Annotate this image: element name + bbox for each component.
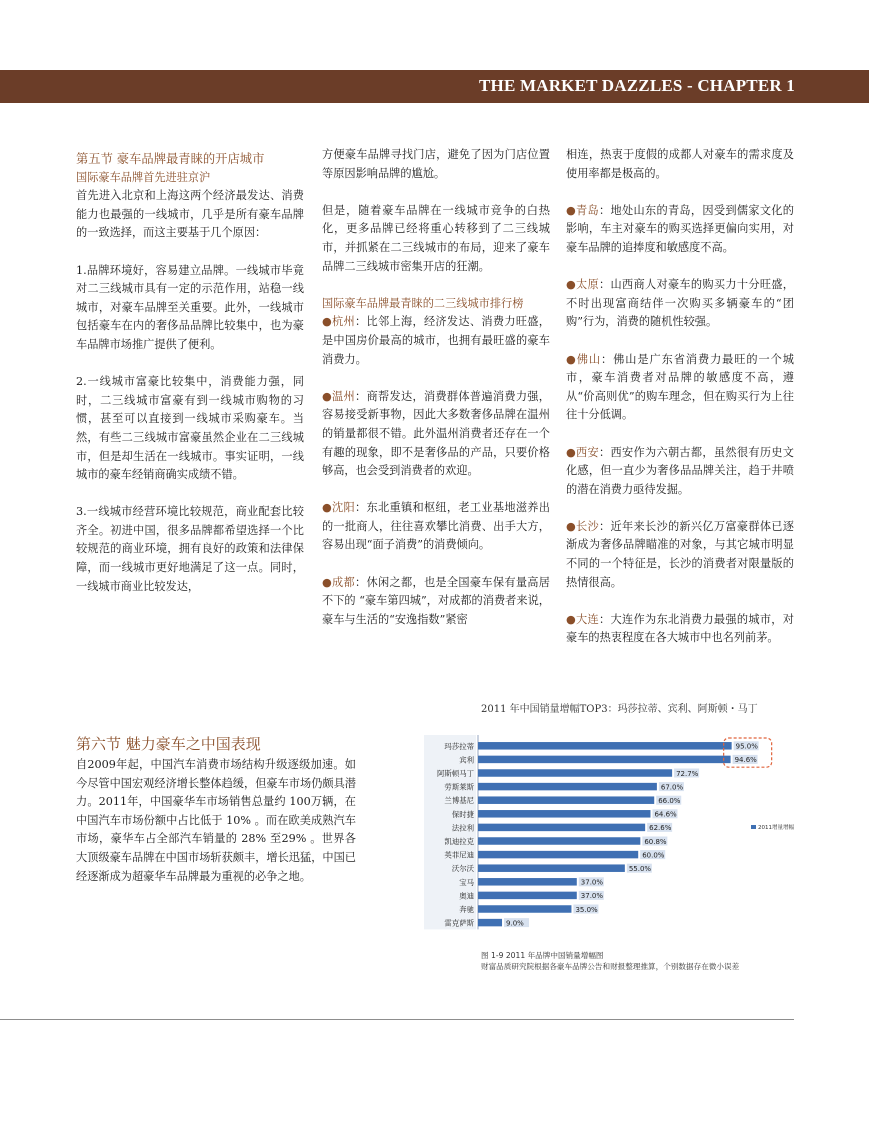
bar	[478, 769, 672, 777]
bar	[478, 905, 571, 913]
bar	[478, 810, 650, 818]
city-hangzhou	[322, 313, 550, 369]
column-2	[322, 146, 550, 629]
value-label: 55.0%	[628, 865, 652, 873]
figure-caption	[481, 950, 739, 972]
value-label: 35.0%	[575, 905, 598, 914]
figure-caption-source: 财富品质研究院根据各豪车品牌公告和财报整理推算，个别数据存在微小误差	[481, 962, 740, 971]
legend-label: 2011增量增幅	[758, 825, 794, 831]
category-label: 保时捷	[451, 809, 474, 819]
value-label: 37.0%	[580, 892, 604, 901]
category-label: 奔驰	[459, 905, 474, 914]
bar	[478, 742, 732, 750]
category-label: 沃尔沃	[451, 864, 474, 874]
bottom-divider	[0, 1019, 794, 1020]
category-label: 劳斯莱斯	[444, 782, 474, 792]
value-label: 9.0%	[506, 919, 524, 928]
section6-paragraph: 自2009年起，中国汽车消费市场结构升级逐级加速。如今尽管中国宏观经济增长整体趋缓，但豪车市场仍颇具潜力。2011年，中国豪华车市场销售总量约 100万辆，在中国汽车市场份额中占比低于 10% 。而在欧美成熟汽车市场，豪华车占全部汽车销量的 28% 至29% 。世界各大顶级豪车品牌在中国市场斩获颇丰，增长迅猛，中国已经逐渐成为超豪华车品牌最为重视的必争之地。	[76, 758, 356, 883]
bar	[478, 824, 645, 832]
ranking-subheading: 国际豪车品牌最青睐的二三线城市排行榜	[322, 296, 524, 310]
city-foshan	[566, 351, 794, 425]
reason-3-paragraph: 3.一线城市经营环境比较规范，商业配套比较齐全。初进中国，很多品牌都希望选择一个比较规范的商业环境，拥有良好的政策和法律保障，而一线城市更好地满足了这一点。同时，一线城市商业比较发达，	[76, 505, 304, 593]
value-label: 66.0%	[658, 797, 681, 805]
city-dalian	[566, 611, 794, 648]
category-label: 奥迪	[459, 891, 474, 901]
value-label: 62.6%	[649, 824, 672, 833]
city-name: ●青岛	[566, 203, 600, 217]
category-label: 兰博基尼	[444, 796, 474, 806]
section5-heading: 第五节 豪车品牌最青睐的开店城市	[76, 152, 265, 166]
bar	[478, 919, 502, 927]
category-label: 雷克萨斯	[444, 918, 474, 928]
chart-title: 2011 年中国销量增幅TOP3：玛莎拉蒂、宾利、阿斯顿・马丁	[481, 704, 758, 715]
city-shenyang	[322, 499, 550, 555]
value-label: 95.0%	[735, 742, 758, 751]
category-label: 宝马	[459, 877, 474, 887]
city-text: ：近年来长沙的新兴亿万富豪群体已逐渐成为奢侈品牌瞄准的对象，与其它城市明显不同的一个特征是，长沙的消费者对限量版的热情很高。	[566, 519, 794, 589]
city-name: ●太原	[566, 278, 600, 292]
value-label: 64.6%	[654, 810, 677, 819]
trend-paragraph: 但是，随着豪车品牌在一线城市竞争的白热化，更多品牌已经将重心转移到了二三线城市，并抓紧在二三线城市的布局，迎来了豪车品牌二三线城市密集开店的狂潮。	[322, 203, 550, 273]
value-label: 60.8%	[644, 837, 667, 846]
value-label: 72.7%	[676, 769, 699, 778]
city-name: ●杭州	[322, 315, 356, 329]
bar	[478, 892, 577, 900]
bar	[478, 837, 640, 845]
chengdu-continuation: 相连，热衷于度假的成都人对豪车的需求度及使用率都是极高的。	[566, 148, 794, 180]
city-text: ：商帮发达，消费群体普遍消费力强，容易接受新事物，因此大多数奢侈品牌在温州的销量都很不错。此外温州消费者还存在一个有趣的现象，即不是奢侈品的产品，只要价格够高，也会受到消费者的欢迎。	[322, 389, 550, 478]
city-wenzhou	[322, 388, 550, 481]
category-label: 法拉利	[451, 823, 474, 833]
value-label: 37.0%	[580, 878, 604, 887]
column-3	[566, 146, 794, 648]
reason-1-paragraph: 1.品牌环境好，容易建立品牌。一线城市毕竟对二三线城市具有一定的示范作用，站稳一线城市，对豪车品牌至关重要。此外，一线城市包括豪车在内的奢侈品品牌比较集中，也为豪车品牌市场推广提供了便利。	[76, 263, 304, 351]
city-text: ：休闲之都，也是全国豪车保有量高居不下的 “豪车第四城”，对成都的消费者来说，豪车与生活的“安逸指数”紧密	[322, 575, 550, 626]
city-text: ：大连作为东北消费力最强的城市，对豪车的热衷程度在各大城市中也名列前茅。	[566, 612, 794, 645]
city-xian	[566, 444, 794, 500]
city-name: ●长沙	[566, 519, 600, 533]
value-label: 67.0%	[660, 783, 684, 792]
chapter-banner	[0, 70, 869, 103]
city-text: ：西安作为六朝古都，虽然很有历史文化感，但一直少为奢侈品品牌关注，趋于井喷的潜在消费力亟待发掘。	[566, 445, 794, 496]
bar	[478, 851, 638, 859]
city-text: ：山西商人对豪车的购买力十分旺盛，不时出现富商结伴一次购买多辆豪车的“团购”行为，消费的随机性较强。	[566, 278, 794, 329]
category-label: 凯迪拉克	[444, 837, 474, 846]
category-label: 玛莎拉蒂	[444, 741, 474, 751]
sales-growth-bar-chart	[420, 733, 800, 939]
category-label: 宾利	[459, 755, 474, 765]
city-changsha	[566, 518, 794, 592]
chapter-title: THE MARKET DAZZLES - CHAPTER 1	[479, 76, 795, 95]
bar	[478, 864, 625, 872]
value-label: 94.6%	[734, 756, 757, 765]
city-taiyuan	[566, 276, 794, 332]
city-name: ●佛山	[566, 352, 601, 366]
figure-caption-title: 图 1-9 2011 年品牌中国销量增幅图	[481, 951, 604, 960]
city-name: ●大连	[566, 612, 600, 626]
bar	[478, 756, 731, 764]
legend-swatch	[751, 825, 756, 829]
city-chengdu	[322, 574, 550, 630]
bar	[478, 878, 577, 886]
category-label: 阿斯顿马丁	[437, 769, 474, 778]
city-text: ：地处山东的青岛，因受到儒家文化的影响，车主对豪车的购买选择更偏向实用，对豪车品牌的追捧度和敏感度不高。	[566, 203, 794, 254]
reason-2-paragraph: 2.一线城市富豪比较集中，消费能力强，同时，二三线城市富豪有到一线城市购物的习惯，甚至可以直接到一线城市采购豪车。当然，有些二三线城市富豪虽然企业在二三线城市，但是却生活在一线城市。事实证明，一线城市的豪车经销商确实成绩不错。	[76, 375, 304, 482]
city-name: ●温州	[322, 389, 356, 403]
bar	[478, 783, 657, 791]
city-name: ●沈阳	[322, 501, 356, 515]
category-label: 英菲尼迪	[444, 850, 474, 860]
bar	[478, 796, 654, 804]
city-text: ：东北重镇和枢纽，老工业基地滋养出的一批商人，往往喜欢攀比消费、出手大方，容易出现“面子消费”的消费倾向。	[322, 501, 550, 552]
section6	[76, 733, 356, 886]
column-1	[76, 150, 304, 596]
city-text: ：佛山是广东省消费力最旺的一个城市，豪车消费者对品牌的敏感度不高，遵从“价高则优”的购车理念，但在购买行为上往往十分低调。	[566, 352, 794, 422]
city-name: ●成都	[322, 575, 356, 589]
section6-heading: 第六节 魅力豪车之中国表现	[76, 735, 261, 753]
intro-paragraph: 首先进入北京和上海这两个经济最发达、消费能力也最强的一线城市，几乎是所有豪车品牌的一致选择，而这主要基于几个原因：	[76, 189, 304, 240]
value-label: 60.0%	[642, 851, 665, 860]
city-text: ：比邻上海，经济发达、消费力旺盛，是中国房价最高的城市，也拥有最旺盛的豪车消费力。	[322, 315, 550, 366]
continuation-paragraph: 方便豪车品牌寻找门店，避免了因为门店位置等原因影响品牌的尴尬。	[322, 148, 550, 180]
city-qingdao	[566, 202, 794, 258]
city-name: ●西安	[566, 445, 600, 459]
section5-subheading: 国际豪车品牌首先进驻京沪	[76, 170, 211, 184]
